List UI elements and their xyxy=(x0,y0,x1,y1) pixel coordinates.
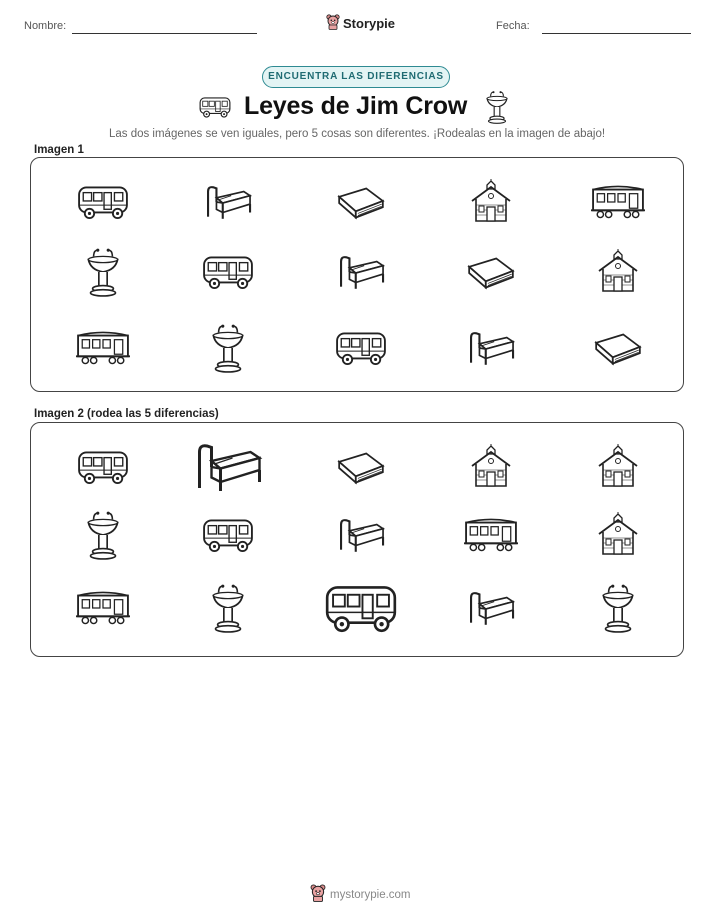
bed-icon xyxy=(201,181,255,223)
book-icon xyxy=(335,184,387,220)
schoolhouse-icon xyxy=(596,248,640,296)
bus-icon xyxy=(202,254,254,290)
page-title: Leyes de Jim Crow xyxy=(244,92,468,120)
bed-icon[interactable] xyxy=(334,514,388,556)
bus-icon[interactable] xyxy=(324,583,398,633)
book-icon xyxy=(465,254,517,290)
footer xyxy=(310,884,411,905)
bear-icon xyxy=(326,14,340,33)
date-label: Fecha: xyxy=(496,20,530,32)
schoolhouse-icon[interactable] xyxy=(469,443,513,491)
bus-icon[interactable] xyxy=(77,449,129,485)
bed-icon[interactable] xyxy=(190,437,266,497)
fountain-icon xyxy=(484,90,510,129)
footer-url: mystorypie.com xyxy=(330,888,411,901)
fountain-icon[interactable] xyxy=(209,583,247,633)
bed-icon xyxy=(464,327,518,369)
date-line[interactable] xyxy=(542,33,691,34)
bus-icon xyxy=(335,330,387,366)
schoolhouse-icon xyxy=(469,178,513,226)
schoolhouse-icon[interactable] xyxy=(596,511,640,559)
fountain-icon[interactable] xyxy=(599,583,637,633)
bed-icon xyxy=(334,251,388,293)
book-icon[interactable] xyxy=(335,449,387,485)
image2-panel[interactable] xyxy=(30,422,684,657)
bus-icon xyxy=(77,184,129,220)
train-car-icon xyxy=(591,183,645,221)
train-car-icon[interactable] xyxy=(464,516,518,554)
bed-icon[interactable] xyxy=(464,587,518,629)
image1-label: Imagen 1 xyxy=(34,144,84,156)
schoolhouse-icon[interactable] xyxy=(596,443,640,491)
book-icon xyxy=(592,330,644,366)
brand-name: Storypie xyxy=(343,16,396,31)
find-differences-badge: ENCUENTRA LAS DIFERENCIAS xyxy=(262,66,450,88)
instructions: Las dos imágenes se ven iguales, pero 5 cosas son diferentes. ¡Rodealas en la imagen de abajo! xyxy=(108,128,606,140)
fountain-icon xyxy=(84,247,122,297)
bear-icon xyxy=(310,884,326,905)
name-label: Nombre: xyxy=(24,20,67,32)
image1-panel xyxy=(30,157,684,392)
bus-icon[interactable] xyxy=(202,517,254,553)
brand-logo xyxy=(326,14,395,33)
fountain-icon[interactable] xyxy=(84,510,122,560)
image2-label: Imagen 2 (rodea las 5 diferencias) xyxy=(34,408,219,420)
name-line[interactable] xyxy=(72,33,257,34)
train-car-icon xyxy=(76,329,130,367)
bus-icon xyxy=(198,96,232,123)
train-car-icon[interactable] xyxy=(76,589,130,627)
fountain-icon xyxy=(209,323,247,373)
